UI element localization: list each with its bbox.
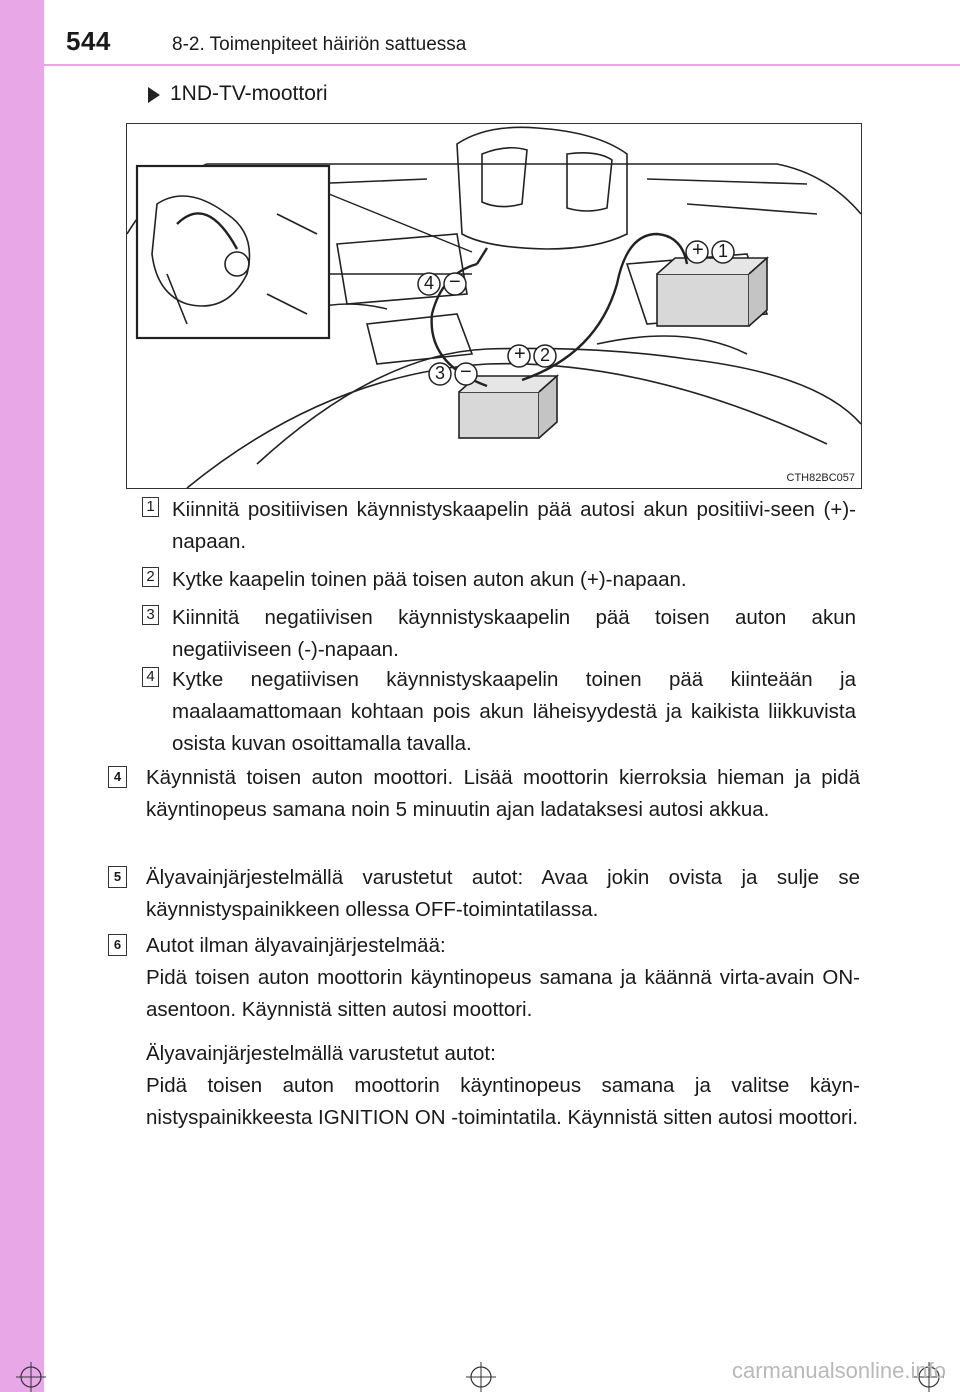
figure-code: CTH82BC057 [786, 472, 855, 484]
variant-arrow-icon [148, 87, 160, 103]
substep-text: Kytke kaapelin toinen pää toisen auton akun (+)-napaan. [172, 568, 687, 591]
substep-number: 4 [142, 667, 159, 687]
step-paragraph: Autot ilman älyavainjärjestelmää: [146, 934, 446, 957]
callout-3: 3 [435, 363, 446, 383]
page-number: 544 [66, 26, 111, 56]
crop-mark-icon [16, 1362, 46, 1392]
step-paragraph: Älyavainjärjestelmällä varustetut autot: Avaa jokin ovista ja sulje se käynnistyspainikkeen ollessa OFF-toimintatilassa. [146, 866, 860, 921]
engine-bay-drawing [127, 124, 861, 488]
header-divider [44, 64, 960, 66]
substep-number: 3 [142, 605, 159, 625]
callout-1-plus-icon: + [692, 239, 704, 261]
substep-text: Kiinnitä negatiivisen käynnistyskaapelin pää toisen auton akun negatiiviseen (-)-napaan. [172, 606, 856, 661]
step-number: 6 [108, 934, 127, 956]
step-paragraph: Pidä toisen auton moottorin käyntinopeus samana ja käännä virta-avain ON-asentoon. Käynnistä sitten autosi moottori. [146, 966, 860, 1021]
step-number: 4 [108, 766, 127, 788]
watermark: carmanualsonline.info [731, 1358, 946, 1383]
callout-4-minus-icon: − [449, 271, 461, 293]
section-title: 8-2. Toimenpiteet häiriön sattuessa [172, 34, 467, 55]
substep-text: Kiinnitä positiivisen käynnistyskaapelin pää autosi akun positiivi-seen (+)-napaan. [172, 498, 856, 553]
crop-mark-icon [466, 1362, 496, 1392]
callout-4: 4 [424, 273, 435, 293]
step-paragraph: Käynnistä toisen auton moottori. Lisää moottorin kierroksia hieman ja pidä käyntinopeus samana noin 5 minuutin ajan ladataksesi autosi akkua. [146, 766, 860, 821]
callout-2-plus-icon: + [514, 343, 526, 365]
callout-1: 1 [718, 241, 729, 261]
substep-number: 2 [142, 567, 159, 587]
chapter-sidebar-tab [0, 0, 44, 1392]
jump-start-illustration [126, 123, 862, 489]
substep-text: Kytke negatiivisen käynnistyskaapelin toinen pää kiinteään ja maalaamattomaan kohtaan pois akun läheisyydestä ja kaikista liikkuvista osista kuvan osoittamalla tavalla. [172, 668, 856, 755]
substep-number: 1 [142, 497, 159, 517]
engine-variant-label: 1ND-TV-moottori [170, 82, 328, 105]
callout-3-minus-icon: − [460, 361, 472, 383]
step-paragraph: Älyavainjärjestelmällä varustetut autot: [146, 1042, 496, 1065]
step-paragraph: Pidä toisen auton moottorin käyntinopeus samana ja valitse käyn-nistyspainikkeesta IGNITION ON -toimintatila. Käynnistä sitten autosi moottori. [146, 1074, 860, 1129]
callout-2: 2 [540, 345, 551, 365]
step-number: 5 [108, 866, 127, 888]
